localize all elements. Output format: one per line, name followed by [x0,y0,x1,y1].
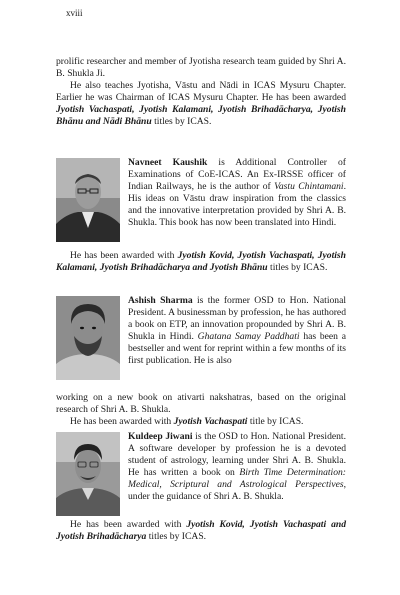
portrait-image [56,296,120,380]
page-number: xviii [66,8,83,18]
navneet-kaushik-photo [56,158,120,242]
intro-paragraph-2: He also teaches Jyotisha, Vāstu and Nādi in ICAS Mysuru Chapter. Earlier he was Chairman of ICAS Mysuru Chapter. He has been awarded Jyotish Vachaspati, Jyotish Kalamani, Jyotish Brihadācharya, Jyotish Bhānu and Nādi Bhānu titles by ICAS. [56,80,346,128]
portrait-image [56,158,120,242]
intro-text [56,56,346,129]
kuldeep-jiwani-awards: He has been awarded with Jyotish Kovid, Jyotish Vachaspati and Jyotish Brihadācharya titles by ICAS. [56,519,347,543]
person-name: Kuldeep Jiwani [128,431,193,442]
kuldeep-jiwani-photo [56,432,120,516]
ashish-sharma-continued: working on a new book on ativarti nakshatras, based on the original research of Shri A. B. Shukla. He has been awarded with Jyotish Vachaspati title by ICAS. [56,392,346,428]
navneet-kaushik-bio: Navneet Kaushik is Additional Controller of Examinations of CoE-ICAS. An Ex-IRSSE officer of Indian Railways, he is the author of Vastu Chintamani. His ideas on Vāstu draw inspiration from the classics and the innovative interpretation provided by Shri A. B. Shukla. This book has now been translated into Hindi. [128,157,346,229]
intro-paragraph-1: prolific researcher and member of Jyotisha research team guided by Shri A. B. Shukla Ji. [56,56,346,80]
person-name: Navneet Kaushik [128,157,208,168]
ashish-sharma-photo [56,296,120,380]
person-name: Ashish Sharma [128,295,193,306]
kuldeep-jiwani-bio: Kuldeep Jiwani is the OSD to Hon. National President. A software developer by profession he is a devoted student of astrology, learning under Shri A. B. Shukla. He has written a book on Birth Time Determination: Medical, Scriptural and Astrological Perspectives, under the guidance of Shri A. B. Shukla. [128,431,346,503]
navneet-kaushik-awards: He has been awarded with Jyotish Kovid, Jyotish Vachaspati, Jyotish Kalamani, Jyotish Brihadācharya and Jyotish Bhānu titles by ICAS. [56,250,347,274]
ashish-sharma-bio: Ashish Sharma is the former OSD to Hon. National President. A businessman by profession, he has authored a book on ETP, an innovation propounded by Shri A. B. Shukla in Hindi. Ghatana Samay Paddhati has been a bestseller and went for reprint within a few months of its first publication. He is also [128,295,347,367]
portrait-image [56,432,120,516]
ashish-sharma-awards: He has been awarded with Jyotish Vachaspati title by ICAS. [70,416,304,428]
